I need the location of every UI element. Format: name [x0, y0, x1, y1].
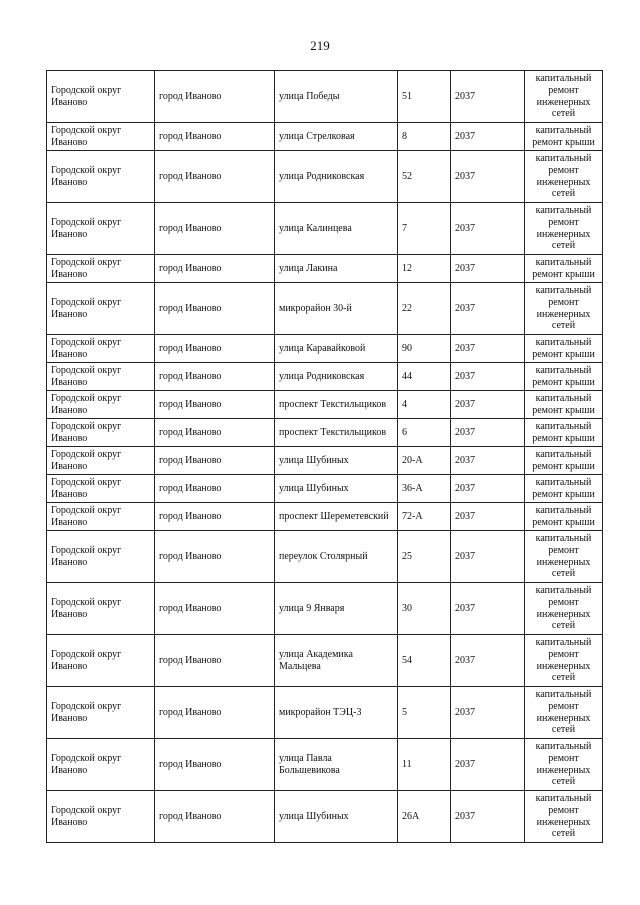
city-cell: город Иваново [155, 123, 275, 151]
work-type-cell: капитальный ремонт инженерных сетей [525, 739, 603, 791]
work-type-cell: капитальный ремонт инженерных сетей [525, 283, 603, 335]
region-cell: Городской округ Иваново [47, 635, 155, 687]
city-cell: город Иваново [155, 531, 275, 583]
year-cell: 2037 [451, 583, 525, 635]
work-type-cell: капитальный ремонт инженерных сетей [525, 151, 603, 203]
house-number-cell: 44 [398, 363, 451, 391]
year-cell: 2037 [451, 123, 525, 151]
street-cell: улица Каравайковой [275, 335, 398, 363]
street-cell: улица Стрелковая [275, 123, 398, 151]
region-cell: Городской округ Иваново [47, 335, 155, 363]
city-cell: город Иваново [155, 475, 275, 503]
work-type-cell: капитальный ремонт инженерных сетей [525, 791, 603, 843]
street-cell: улица Шубиных [275, 791, 398, 843]
region-cell: Городской округ Иваново [47, 475, 155, 503]
year-cell: 2037 [451, 363, 525, 391]
table-row [47, 635, 603, 687]
table-row [47, 335, 603, 363]
city-cell: город Иваново [155, 151, 275, 203]
region-cell: Городской округ Иваново [47, 283, 155, 335]
work-type-cell: капитальный ремонт инженерных сетей [525, 687, 603, 739]
house-number-cell: 25 [398, 531, 451, 583]
city-cell: город Иваново [155, 71, 275, 123]
region-cell: Городской округ Иваново [47, 71, 155, 123]
year-cell: 2037 [451, 203, 525, 255]
house-number-cell: 36-А [398, 475, 451, 503]
year-cell: 2037 [451, 419, 525, 447]
street-cell: улица 9 Января [275, 583, 398, 635]
house-number-cell: 52 [398, 151, 451, 203]
table-row [47, 503, 603, 531]
region-cell: Городской округ Иваново [47, 687, 155, 739]
work-type-cell: капитальный ремонт крыши [525, 447, 603, 475]
work-type-cell: капитальный ремонт крыши [525, 503, 603, 531]
region-cell: Городской округ Иваново [47, 255, 155, 283]
work-type-cell: капитальный ремонт крыши [525, 475, 603, 503]
table-row [47, 255, 603, 283]
region-cell: Городской округ Иваново [47, 203, 155, 255]
house-number-cell: 8 [398, 123, 451, 151]
street-cell: улица Академика Мальцева [275, 635, 398, 687]
house-number-cell: 11 [398, 739, 451, 791]
table-row [47, 531, 603, 583]
street-cell: проспект Шереметевский [275, 503, 398, 531]
work-type-cell: капитальный ремонт крыши [525, 123, 603, 151]
street-cell: улица Шубиных [275, 475, 398, 503]
table-row [47, 363, 603, 391]
house-number-cell: 30 [398, 583, 451, 635]
region-cell: Городской округ Иваново [47, 503, 155, 531]
year-cell: 2037 [451, 503, 525, 531]
year-cell: 2037 [451, 447, 525, 475]
region-cell: Городской округ Иваново [47, 123, 155, 151]
house-number-cell: 26А [398, 791, 451, 843]
region-cell: Городской округ Иваново [47, 739, 155, 791]
work-type-cell: капитальный ремонт крыши [525, 255, 603, 283]
street-cell: микрорайон 30-й [275, 283, 398, 335]
work-type-cell: капитальный ремонт крыши [525, 363, 603, 391]
street-cell: улица Шубиных [275, 447, 398, 475]
work-type-cell: капитальный ремонт инженерных сетей [525, 203, 603, 255]
street-cell: улица Родниковская [275, 363, 398, 391]
city-cell: город Иваново [155, 503, 275, 531]
house-number-cell: 51 [398, 71, 451, 123]
house-number-cell: 72-А [398, 503, 451, 531]
work-type-cell: капитальный ремонт инженерных сетей [525, 531, 603, 583]
buildings-table [46, 70, 603, 843]
table-row [47, 123, 603, 151]
city-cell: город Иваново [155, 363, 275, 391]
region-cell: Городской округ Иваново [47, 583, 155, 635]
year-cell: 2037 [451, 531, 525, 583]
region-cell: Городской округ Иваново [47, 151, 155, 203]
city-cell: город Иваново [155, 447, 275, 475]
work-type-cell: капитальный ремонт инженерных сетей [525, 71, 603, 123]
house-number-cell: 7 [398, 203, 451, 255]
street-cell: улица Калинцева [275, 203, 398, 255]
region-cell: Городской округ Иваново [47, 363, 155, 391]
table-row [47, 151, 603, 203]
year-cell: 2037 [451, 475, 525, 503]
city-cell: город Иваново [155, 283, 275, 335]
table-row [47, 391, 603, 419]
city-cell: город Иваново [155, 203, 275, 255]
city-cell: город Иваново [155, 635, 275, 687]
table-row [47, 791, 603, 843]
city-cell: город Иваново [155, 335, 275, 363]
table-body [47, 71, 603, 843]
table-row [47, 739, 603, 791]
city-cell: город Иваново [155, 739, 275, 791]
year-cell: 2037 [451, 255, 525, 283]
year-cell: 2037 [451, 335, 525, 363]
region-cell: Городской округ Иваново [47, 791, 155, 843]
region-cell: Городской округ Иваново [47, 531, 155, 583]
year-cell: 2037 [451, 71, 525, 123]
work-type-cell: капитальный ремонт крыши [525, 335, 603, 363]
region-cell: Городской округ Иваново [47, 419, 155, 447]
year-cell: 2037 [451, 739, 525, 791]
street-cell: улица Лакина [275, 255, 398, 283]
year-cell: 2037 [451, 791, 525, 843]
house-number-cell: 22 [398, 283, 451, 335]
street-cell: микрорайон ТЭЦ-3 [275, 687, 398, 739]
table-row [47, 583, 603, 635]
work-type-cell: капитальный ремонт инженерных сетей [525, 635, 603, 687]
table-row [47, 203, 603, 255]
page-number: 219 [310, 38, 330, 53]
city-cell: город Иваново [155, 583, 275, 635]
work-type-cell: капитальный ремонт крыши [525, 419, 603, 447]
year-cell: 2037 [451, 635, 525, 687]
house-number-cell: 12 [398, 255, 451, 283]
table-row [47, 687, 603, 739]
house-number-cell: 6 [398, 419, 451, 447]
house-number-cell: 54 [398, 635, 451, 687]
city-cell: город Иваново [155, 419, 275, 447]
work-type-cell: капитальный ремонт инженерных сетей [525, 583, 603, 635]
city-cell: город Иваново [155, 687, 275, 739]
street-cell: улица Павла Большевикова [275, 739, 398, 791]
region-cell: Городской округ Иваново [47, 391, 155, 419]
house-number-cell: 20-А [398, 447, 451, 475]
region-cell: Городской округ Иваново [47, 447, 155, 475]
table-row [47, 447, 603, 475]
table-row [47, 475, 603, 503]
city-cell: город Иваново [155, 391, 275, 419]
year-cell: 2037 [451, 687, 525, 739]
house-number-cell: 90 [398, 335, 451, 363]
house-number-cell: 4 [398, 391, 451, 419]
table-row [47, 419, 603, 447]
house-number-cell: 5 [398, 687, 451, 739]
work-type-cell: капитальный ремонт крыши [525, 391, 603, 419]
street-cell: улица Родниковская [275, 151, 398, 203]
year-cell: 2037 [451, 151, 525, 203]
table-row [47, 71, 603, 123]
street-cell: проспект Текстильщиков [275, 391, 398, 419]
street-cell: улица Победы [275, 71, 398, 123]
street-cell: проспект Текстильщиков [275, 419, 398, 447]
city-cell: город Иваново [155, 791, 275, 843]
table-row [47, 283, 603, 335]
year-cell: 2037 [451, 391, 525, 419]
city-cell: город Иваново [155, 255, 275, 283]
year-cell: 2037 [451, 283, 525, 335]
street-cell: переулок Столярный [275, 531, 398, 583]
